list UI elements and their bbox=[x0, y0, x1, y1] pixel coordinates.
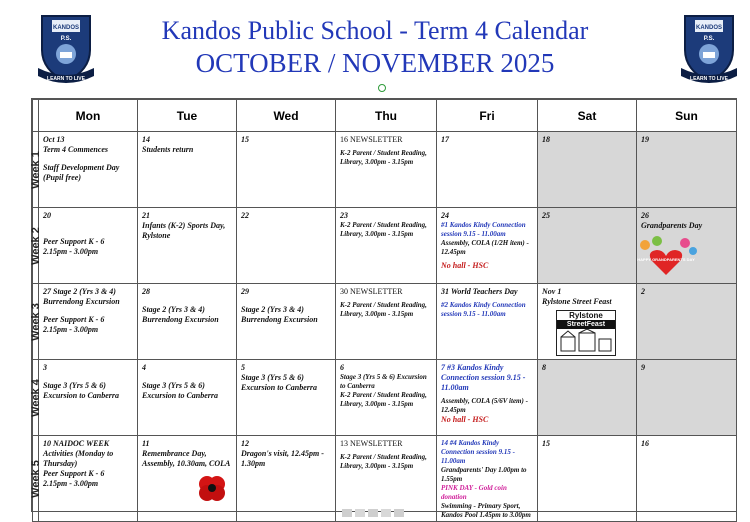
day-cell bbox=[237, 360, 336, 436]
cell-line: PINK DAY - Gold coin donation bbox=[441, 484, 507, 501]
day-cell bbox=[437, 360, 538, 436]
weekday-header: Thu bbox=[336, 100, 437, 132]
weekday-header: Tue bbox=[138, 100, 237, 132]
day-cell bbox=[39, 360, 138, 436]
street-feast-image bbox=[556, 310, 616, 356]
day-cell-weekend bbox=[637, 132, 737, 208]
cell-line: 12 bbox=[241, 439, 249, 448]
cell-line: 6 bbox=[340, 363, 344, 372]
day-cell bbox=[437, 436, 538, 522]
day-cell-weekend bbox=[637, 284, 737, 360]
day-cell bbox=[538, 436, 637, 522]
cell-line: No hall - HSC bbox=[441, 415, 489, 424]
cell-gap bbox=[142, 373, 233, 381]
week-label: Week 3 bbox=[29, 302, 42, 341]
cell-line: No hall - HSC bbox=[441, 261, 489, 270]
cell-line: Staff Development Day bbox=[43, 163, 120, 172]
cell-line: K-2 Parent / Student Reading, Library, 3.00pm - 3.15pm bbox=[340, 391, 427, 408]
week-label: Week 5 bbox=[29, 459, 42, 498]
day-cell-weekend bbox=[538, 208, 637, 284]
day-cell bbox=[237, 132, 336, 208]
cell-line: 31 World Teachers Day bbox=[441, 287, 518, 296]
cell-line: Stage 3 (Yrs 5 & 6) bbox=[142, 381, 205, 390]
cell-line: 7 #3 Kandos Kindy Connection session 9.15 - 11.00am bbox=[441, 363, 526, 392]
cell-line: 25 bbox=[542, 211, 550, 220]
cell-line: 5 bbox=[241, 363, 245, 372]
cell-line: 17 bbox=[441, 135, 449, 144]
cell-line: Excursion to Canberra bbox=[142, 391, 219, 400]
cell-line: 16 NEWSLETTER bbox=[340, 135, 403, 144]
cell-gap bbox=[241, 297, 332, 305]
day-cell-weekend bbox=[637, 360, 737, 436]
page-title: Kandos Public School - Term 4 Calendar bbox=[161, 16, 589, 45]
week-label: Week 2 bbox=[29, 226, 42, 265]
cell-gap bbox=[43, 221, 134, 229]
cell-line: K-2 Parent / Student Reading, Library, 3.00pm - 3.15pm bbox=[340, 149, 427, 166]
cell-line: Swimming - Primary Sport, Kandos Pool 1.45pm to 3.00pm bbox=[441, 502, 531, 519]
cell-line: Assembly, COLA (5/6V item) - 12.45pm bbox=[441, 397, 528, 414]
street-feast-top-text: Rylstone bbox=[569, 311, 603, 320]
cell-line: Stage 2 (Yrs 3 & 4) bbox=[142, 305, 205, 314]
day-cell bbox=[39, 284, 138, 360]
cell-line: Stage 3 (Yrs 5 & 6) Excursion to Canberra bbox=[340, 373, 427, 390]
weekday-header-row bbox=[33, 100, 737, 132]
logo-ps: P.S. bbox=[703, 36, 715, 42]
cell-line: 29 bbox=[241, 287, 249, 296]
cell-line: Burrendong Excursion bbox=[241, 315, 318, 324]
cell-line: Term 4 Commences bbox=[43, 145, 109, 154]
cell-gap bbox=[142, 297, 233, 305]
day-cell-weekend bbox=[538, 360, 637, 436]
cell-line: 18 bbox=[542, 135, 550, 144]
weekday-header: Wed bbox=[237, 100, 336, 132]
cell-line: 21 bbox=[142, 211, 150, 220]
cell-line: 8 bbox=[542, 363, 546, 372]
day-cell bbox=[538, 284, 637, 360]
cell-line: 16 bbox=[641, 439, 649, 448]
cell-line: K-2 Parent / Student Reading, Library, 3.00pm - 3.15pm bbox=[340, 221, 427, 238]
cell-line: K-2 Parent / Student Reading, Library, 3.00pm - 3.15pm bbox=[340, 301, 427, 318]
street-feast-bottom-text: StreetFeast bbox=[557, 320, 615, 329]
logo-name: KANDOS bbox=[52, 25, 80, 31]
cell-line: Burrendong Excursion bbox=[43, 297, 120, 306]
day-cell bbox=[39, 132, 138, 208]
weekday-header: Fri bbox=[437, 100, 538, 132]
weekday-header: Sun bbox=[637, 100, 737, 132]
day-cell bbox=[237, 208, 336, 284]
cell-line: Remembrance Day, Assembly, 10.30am, COLA bbox=[142, 449, 231, 468]
cell-line: 26 bbox=[641, 211, 649, 220]
week-row bbox=[33, 208, 737, 284]
cell-gap bbox=[43, 373, 134, 381]
cell-line: Students return bbox=[142, 145, 194, 154]
street-feast-sketch bbox=[557, 329, 615, 353]
cell-line: Stage 3 (Yrs 5 & 6) bbox=[241, 373, 304, 382]
cell-line: Activities (Monday to Thursday) bbox=[43, 449, 114, 468]
cell-gap bbox=[43, 307, 134, 315]
week-label: Week 4 bbox=[29, 378, 42, 417]
cell-line: Dragon's visit, 12.45pm - 1.30pm bbox=[241, 449, 324, 468]
cell-gap bbox=[43, 155, 134, 163]
weekday-header: Mon bbox=[39, 100, 138, 132]
day-cell bbox=[437, 284, 538, 360]
day-cell bbox=[138, 284, 237, 360]
cell-line: 27 Stage 2 (Yrs 3 & 4) bbox=[43, 287, 116, 296]
cell-line: 2.15pm - 3.00pm bbox=[43, 247, 99, 256]
week-label-cell bbox=[29, 360, 42, 436]
cell-line: 28 bbox=[142, 287, 150, 296]
cell-line: Excursion to Canberra bbox=[241, 383, 318, 392]
cell-line: 11 bbox=[142, 439, 150, 448]
day-cell bbox=[336, 132, 437, 208]
cell-line: Peer Support K - 6 bbox=[43, 469, 105, 478]
week-row bbox=[33, 360, 737, 436]
cell-line: 10 NAIDOC WEEK bbox=[43, 439, 110, 448]
day-cell bbox=[336, 208, 437, 284]
cell-line: Excursion to Canberra bbox=[43, 391, 120, 400]
logo-ps: P.S. bbox=[60, 36, 72, 42]
cell-line: 2.15pm - 3.00pm bbox=[43, 479, 99, 488]
cell-line: 15 bbox=[241, 135, 249, 144]
week-label-cell bbox=[29, 208, 42, 284]
cell-line: 4 bbox=[142, 363, 146, 372]
cell-line: (Pupil free) bbox=[43, 173, 81, 182]
week-row bbox=[33, 132, 737, 208]
day-cell bbox=[637, 436, 737, 522]
day-cell bbox=[138, 436, 237, 522]
cell-line: Burrendong Excursion bbox=[142, 315, 219, 324]
cell-line: Peer Support K - 6 bbox=[43, 315, 105, 324]
logo-motto: LEARN TO LIVE bbox=[690, 76, 728, 82]
cell-line: 2.15pm - 3.00pm bbox=[43, 325, 99, 334]
cell-line: 14 #4 Kandos Kindy Connection session 9.15 - 11.00am bbox=[441, 439, 515, 465]
cell-line: 30 NEWSLETTER bbox=[340, 287, 403, 296]
cell-line: #2 Kandos Kindy Connection session 9.15 - 11.00am bbox=[441, 301, 526, 318]
week-label-cell bbox=[29, 132, 42, 208]
cell-gap bbox=[43, 229, 134, 237]
cell-line: Grandparents Day bbox=[641, 221, 703, 230]
day-cell bbox=[39, 436, 138, 522]
week-label-cell bbox=[29, 284, 42, 360]
day-cell bbox=[437, 132, 538, 208]
week-label-cell bbox=[29, 436, 42, 522]
cell-line: Rylstone Street Feast bbox=[542, 297, 612, 306]
cell-line: 3 bbox=[43, 363, 47, 372]
cell-line: Stage 3 (Yrs 5 & 6) bbox=[43, 381, 106, 390]
cell-line: #1 Kandos Kindy Connection session 9.15 - 11.00am bbox=[441, 221, 526, 238]
cell-line: 23 bbox=[340, 211, 348, 220]
day-cell bbox=[336, 284, 437, 360]
day-cell bbox=[437, 208, 538, 284]
day-cell bbox=[138, 360, 237, 436]
day-cell bbox=[237, 284, 336, 360]
page-subtitle: OCTOBER / NOVEMBER 2025 bbox=[195, 48, 555, 78]
cell-line: Grandparents' Day 1.00pm to 1.55pm bbox=[441, 466, 527, 483]
day-cell bbox=[138, 208, 237, 284]
cell-line: 20 bbox=[43, 211, 51, 220]
cell-line: Stage 2 (Yrs 3 & 4) bbox=[241, 305, 304, 314]
cell-line: 2 bbox=[641, 287, 645, 296]
logo-motto: LEARN TO LIVE bbox=[47, 76, 85, 82]
cell-line: Oct 13 bbox=[43, 135, 65, 144]
cell-line: Nov 1 bbox=[542, 287, 562, 296]
day-cell bbox=[39, 208, 138, 284]
grandparents-badge-text: HAPPY GRANDPARENTS DAY bbox=[637, 257, 695, 262]
cell-line: 24 bbox=[441, 211, 449, 220]
day-cell bbox=[336, 360, 437, 436]
cell-line: 14 bbox=[142, 135, 150, 144]
day-cell bbox=[237, 436, 336, 522]
poppy-image bbox=[197, 473, 227, 503]
week-label: Week 1 bbox=[29, 150, 42, 189]
cell-line: 19 bbox=[641, 135, 649, 144]
cell-line: 22 bbox=[241, 211, 249, 220]
weekday-header: Sat bbox=[538, 100, 637, 132]
cell-line: 13 NEWSLETTER bbox=[340, 439, 403, 448]
rotate-handle[interactable] bbox=[378, 84, 386, 92]
day-cell-weekend bbox=[637, 208, 737, 284]
footer-mark bbox=[340, 506, 410, 520]
logo-name: KANDOS bbox=[695, 25, 723, 31]
cell-line: Infants (K-2) Sports Day, Rylstone bbox=[142, 221, 226, 240]
grandparents-day-image bbox=[635, 233, 697, 279]
day-cell-weekend bbox=[538, 132, 637, 208]
cell-line: K-2 Parent / Student Reading, Library, 3.00pm - 3.15pm bbox=[340, 453, 427, 470]
cell-line: 9 bbox=[641, 363, 645, 372]
calendar-grid bbox=[29, 98, 737, 519]
cell-line: 15 bbox=[542, 439, 550, 448]
cell-line: Assembly, COLA (1/2H item) - 12.45pm bbox=[441, 239, 529, 256]
week-row bbox=[33, 284, 737, 360]
day-cell bbox=[138, 132, 237, 208]
cell-line: Peer Support K - 6 bbox=[43, 237, 105, 246]
